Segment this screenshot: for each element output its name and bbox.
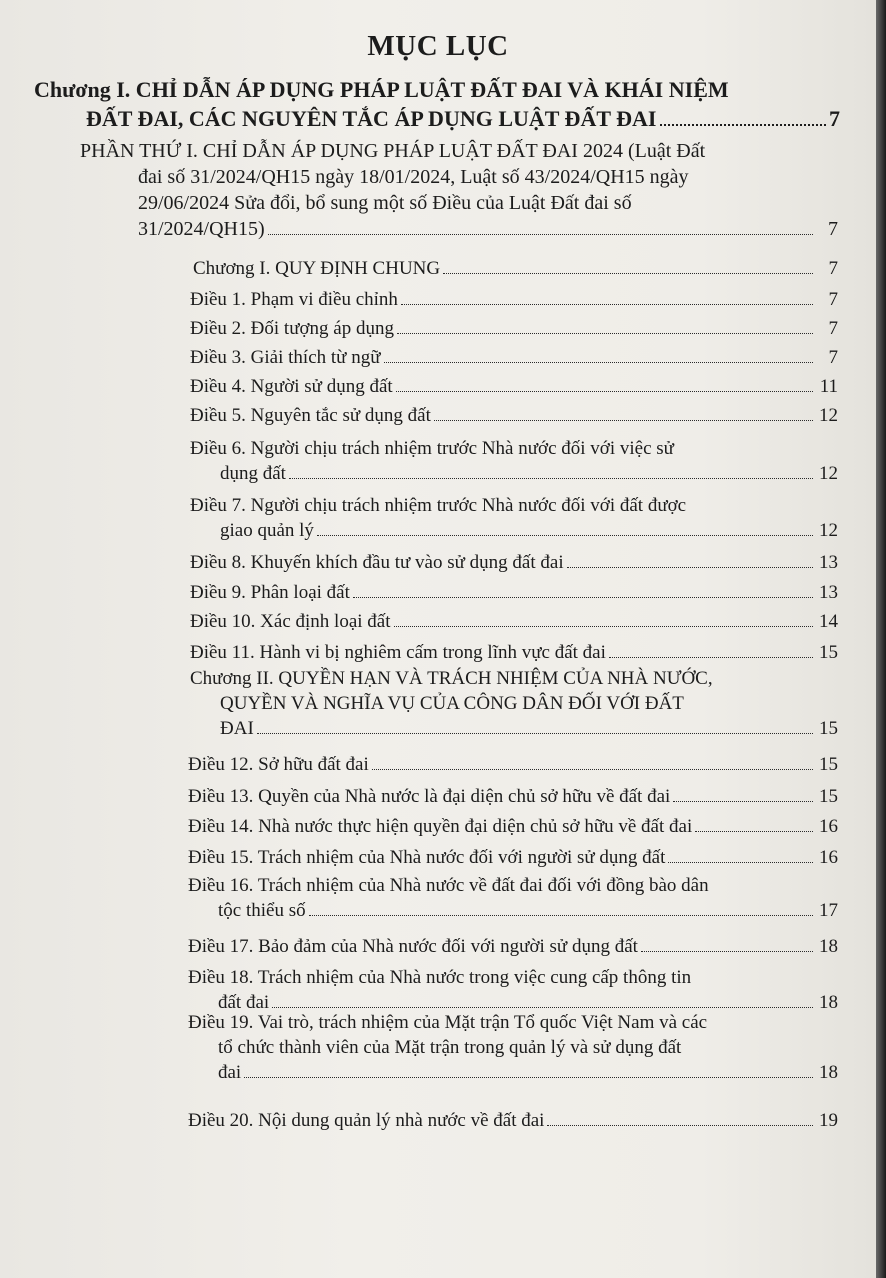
toc-entry — [190, 580, 838, 605]
toc-page-number: 12 — [819, 405, 838, 426]
toc-entry-last-line — [190, 550, 838, 575]
toc-entry-title: Điều 12. Sở hữu đất đai — [188, 754, 369, 775]
toc-entry-last-line — [190, 609, 838, 634]
part-line-4-text: 31/2024/QH15) — [138, 218, 265, 240]
toc-entry-last-line — [188, 1060, 838, 1085]
toc-entry — [190, 640, 838, 665]
toc-entry — [188, 845, 838, 870]
toc-entry — [190, 287, 838, 312]
dot-leader — [272, 1007, 813, 1008]
toc-page-number: 16 — [819, 816, 838, 837]
toc-entry-title: ĐAI — [220, 718, 254, 739]
part-line-3: 29/06/2024 Sửa đổi, bổ sung một số Điều của Luật Đất đai số — [138, 192, 632, 214]
dot-leader — [660, 124, 826, 126]
dot-leader — [353, 597, 813, 598]
dot-leader — [641, 951, 813, 952]
toc-page-number: 18 — [819, 992, 838, 1013]
toc-page-number: 7 — [828, 347, 838, 368]
toc-entry-last-line — [188, 934, 838, 959]
toc-entry — [190, 403, 838, 428]
toc-entry-line: Chương II. QUYỀN HẠN VÀ TRÁCH NHIỆM CỦA NHÀ NƯỚC, — [190, 668, 713, 689]
toc-page-number: 13 — [819, 552, 838, 573]
toc-entry-title: Điều 11. Hành vi bị nghiêm cấm trong lĩnh vực đất đai — [190, 642, 606, 663]
toc-page-number: 7 — [828, 318, 838, 339]
dot-leader — [396, 391, 813, 392]
toc-entry — [188, 814, 838, 839]
dot-leader — [695, 831, 813, 832]
dot-leader — [401, 304, 813, 305]
dot-leader — [668, 862, 813, 863]
toc-entry-last-line — [190, 345, 838, 370]
toc-page-number: 18 — [819, 1062, 838, 1083]
toc-page-number: 15 — [819, 786, 838, 807]
dot-leader — [547, 1125, 813, 1126]
part-heading — [80, 138, 838, 242]
toc-entry-last-line — [190, 374, 838, 399]
toc-page-number: 18 — [819, 936, 838, 957]
chapter-line-2 — [34, 104, 840, 133]
toc-entry — [190, 493, 838, 543]
toc-entry-title: Điều 13. Quyền của Nhà nước là đại diện chủ sở hữu về đất đai — [188, 786, 671, 807]
toc-entry — [188, 1108, 838, 1133]
toc-entry-line: tổ chức thành viên của Mặt trận trong quản lý và sử dụng đất — [218, 1037, 682, 1058]
toc-page-number: 15 — [819, 754, 838, 775]
toc-page-number: 7 — [828, 258, 838, 279]
toc-entry-title: Điều 8. Khuyến khích đầu tư vào sử dụng đất đai — [190, 552, 564, 573]
toc-entry-line: Điều 7. Người chịu trách nhiệm trước Nhà nước đối với đất được — [190, 495, 687, 516]
toc-entry-last-line — [188, 752, 838, 777]
dot-leader — [609, 657, 813, 658]
dot-leader — [384, 362, 813, 363]
toc-entry — [188, 873, 838, 923]
dot-leader — [317, 535, 813, 536]
toc-entry — [190, 316, 838, 341]
toc-entry — [188, 934, 838, 959]
part-line-1: PHẦN THỨ I. CHỈ DẪN ÁP DỤNG PHÁP LUẬT ĐẤT ĐAI 2024 (Luật Đất — [80, 140, 706, 162]
toc-entry-last-line — [193, 256, 838, 281]
toc-entry-title: Điều 10. Xác định loại đất — [190, 611, 391, 632]
toc-entry — [190, 609, 838, 634]
toc-entry-line: QUYỀN VÀ NGHĨA VỤ CỦA CÔNG DÂN ĐỐI VỚI ĐẤT — [220, 693, 684, 714]
toc-entry-title: đai — [218, 1062, 242, 1083]
toc-page-number: 17 — [819, 900, 838, 921]
dot-leader — [567, 567, 813, 568]
page-title: MỤC LỤC — [367, 30, 509, 62]
toc-entry-line: Điều 16. Trách nhiệm của Nhà nước về đất đai đối với đồng bào dân — [188, 875, 709, 896]
toc-entry-title: Điều 2. Đối tượng áp dụng — [190, 318, 394, 339]
toc-entry-title: Điều 14. Nhà nước thực hiện quyền đại diện chủ sở hữu về đất đai — [188, 816, 693, 837]
toc-entry — [190, 436, 838, 486]
toc-entry — [188, 784, 838, 809]
dot-leader — [372, 769, 813, 770]
part-line-2: đai số 31/2024/QH15 ngày 18/01/2024, Luật số 43/2024/QH15 ngày — [138, 166, 689, 188]
toc-entry-last-line — [190, 580, 838, 605]
chapter-heading — [34, 75, 840, 133]
dot-leader — [268, 234, 813, 235]
toc-entry-line: Điều 19. Vai trò, trách nhiệm của Mặt trận Tổ quốc Việt Nam và các — [188, 1012, 708, 1033]
toc-entry-title: Điều 1. Phạm vi điều chỉnh — [190, 289, 398, 310]
toc-entry-title: giao quản lý — [220, 520, 314, 541]
toc-entry — [190, 345, 838, 370]
part-line-4 — [80, 216, 838, 242]
dot-leader — [244, 1077, 813, 1078]
toc-entry — [188, 965, 838, 1015]
toc-entry-last-line — [190, 316, 838, 341]
toc-page-number: 7 — [828, 289, 838, 310]
toc-entry — [193, 256, 838, 281]
toc-entry-line: Điều 6. Người chịu trách nhiệm trước Nhà nước đối với việc sử — [190, 438, 674, 459]
dot-leader — [394, 626, 813, 627]
toc-page-number: 14 — [819, 611, 838, 632]
toc-entry-last-line — [190, 461, 838, 486]
toc-entry-title: Điều 17. Bảo đảm của Nhà nước đối với người sử dụng đất — [188, 936, 638, 957]
toc-entry — [188, 752, 838, 777]
toc-entry-title: Điều 9. Phân loại đất — [190, 582, 350, 603]
chapter-page-number: 7 — [829, 106, 840, 131]
toc-entry — [188, 1010, 838, 1085]
toc-entry-last-line — [190, 716, 838, 741]
dot-leader — [397, 333, 813, 334]
toc-entry-last-line — [190, 518, 838, 543]
chapter-line-1: Chương I. CHỈ DẪN ÁP DỤNG PHÁP LUẬT ĐẤT ĐAI VÀ KHÁI NIỆM — [34, 77, 729, 102]
toc-entry-last-line — [188, 898, 838, 923]
toc-entry-title: Điều 3. Giải thích từ ngữ — [190, 347, 381, 368]
dot-leader — [257, 733, 813, 734]
part-page-number: 7 — [828, 218, 838, 240]
toc-entry-last-line — [188, 1108, 838, 1133]
toc-entry-title: Chương I. QUY ĐỊNH CHUNG — [193, 258, 441, 279]
toc-page-number: 19 — [819, 1110, 838, 1131]
toc-entry-line: Điều 18. Trách nhiệm của Nhà nước trong việc cung cấp thông tin — [188, 967, 692, 988]
toc-entry-last-line — [190, 403, 838, 428]
toc-page-number: 12 — [819, 463, 838, 484]
toc-entry-title: tộc thiểu số — [218, 900, 306, 921]
toc-page-number: 12 — [819, 520, 838, 541]
dot-leader — [443, 273, 813, 274]
dot-leader — [309, 915, 813, 916]
dot-leader — [673, 801, 813, 802]
toc-entry-last-line — [190, 640, 838, 665]
dot-leader — [289, 478, 813, 479]
toc-entry-title: Điều 5. Nguyên tắc sử dụng đất — [190, 405, 431, 426]
toc-page-number: 16 — [819, 847, 838, 868]
toc-page-number: 15 — [819, 718, 838, 739]
dot-leader — [434, 420, 813, 421]
toc-entry-last-line — [188, 814, 838, 839]
toc-entry-title: Điều 20. Nội dung quản lý nhà nước về đất đai — [188, 1110, 545, 1131]
toc-entry-title: dụng đất — [220, 463, 286, 484]
toc-entry-last-line — [188, 845, 838, 870]
toc-entry — [190, 666, 838, 741]
toc-page-number: 13 — [819, 582, 838, 603]
toc-entry-title: đất đai — [218, 992, 270, 1013]
page-edge-shadow — [876, 0, 886, 1278]
chapter-line-2-text: ĐẤT ĐAI, CÁC NGUYÊN TẮC ÁP DỤNG LUẬT ĐẤT ĐAI — [86, 106, 657, 131]
toc-entry-title: Điều 4. Người sử dụng đất — [190, 376, 393, 397]
toc-page-number: 11 — [819, 376, 838, 397]
toc-entry — [190, 374, 838, 399]
toc-entry-last-line — [190, 287, 838, 312]
toc-page-number: 15 — [819, 642, 838, 663]
toc-entry-title: Điều 15. Trách nhiệm của Nhà nước đối với người sử dụng đất — [188, 847, 666, 868]
toc-entry — [190, 550, 838, 575]
toc-entry-last-line — [188, 784, 838, 809]
